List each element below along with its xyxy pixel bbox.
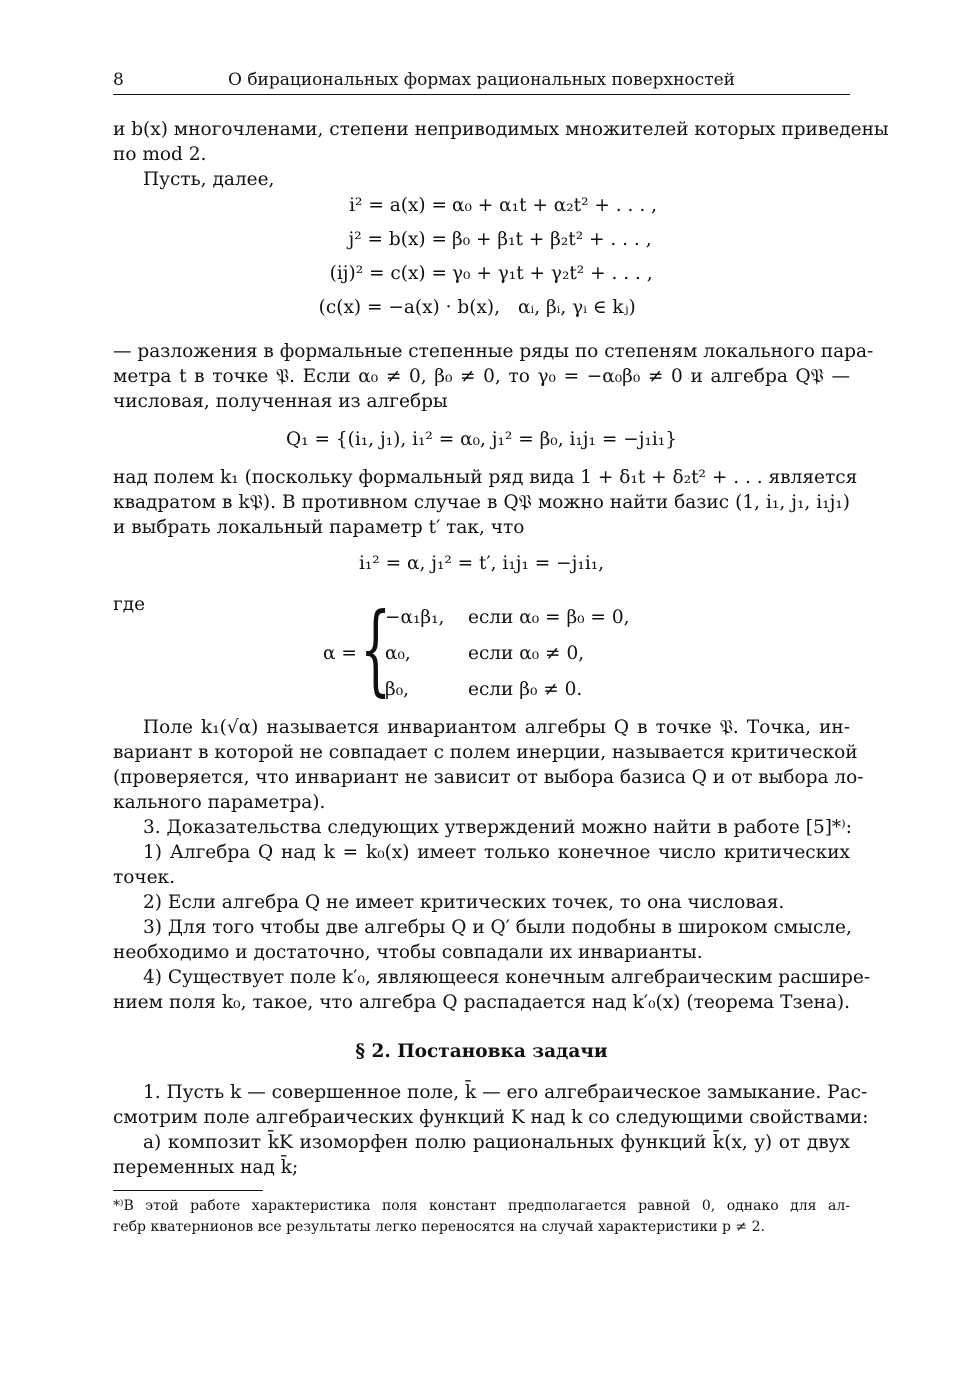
case-value: β₀, — [385, 679, 409, 700]
equation-rhs: αᵢ, βᵢ, γᵢ ∈ kⱼ) — [518, 297, 636, 318]
text-line: кального параметра). — [113, 792, 326, 813]
equation-rhs: γ₀ + γ₁t + γ₂t² + . . . , — [452, 263, 653, 284]
case-condition: если α₀ ≠ 0, — [468, 643, 585, 664]
running-header — [113, 70, 850, 95]
text-line: 1) Алгебра Q над k = k₀(x) имеет только конечное число критических — [143, 842, 850, 863]
footnote-rule — [113, 1190, 263, 1191]
text-line: 1. Пусть k — совершенное поле, k̄ — его алгебраическое замыкание. Рас- — [143, 1082, 868, 1103]
case-value: α₀, — [385, 643, 411, 664]
text-line: метра t в точке 𝔓. Если α₀ ≠ 0, β₀ ≠ 0, то γ₀ = −α₀β₀ ≠ 0 и алгебра Q𝔓 — — [113, 366, 850, 387]
equation-q1: Q₁ = {(i₁, j₁), i₁² = α₀, j₁² = β₀, i₁j₁ = −j₁i₁} — [286, 429, 677, 450]
case-condition: если α₀ = β₀ = 0, — [468, 607, 630, 628]
running-title: О бирациональных формах рациональных поверхностей — [227, 70, 735, 90]
text-line: по mod 2. — [113, 144, 207, 165]
text-line: — разложения в формальные степенные ряды по степеням локального пара- — [113, 341, 874, 362]
text-line: нием поля k₀, такое, что алгебра Q распадается над k′₀(x) (теорема Тзена). — [113, 992, 850, 1013]
text-line: 3. Доказательства следующих утверждений можно найти в работе [5]*⁾: — [143, 817, 852, 838]
footnote-line: гебр кватернионов все результаты легко переносятся на случай характеристики p ≠ 2. — [113, 1219, 765, 1235]
text-line: (проверяется, что инвариант не зависит от выбора базиса Q и от выбора ло- — [113, 767, 864, 788]
text-line: и b(x) многочленами, степени неприводимых множителей которых приведены — [113, 119, 889, 140]
text-line: необходимо и достаточно, чтобы совпадали их инварианты. — [113, 942, 703, 963]
footnote-line: *⁾В этой работе характеристика поля констант предполагается равной 0, однако для ал- — [113, 1198, 850, 1214]
where-label: где — [113, 594, 146, 615]
cases-brace: { — [360, 593, 392, 707]
equation-basis: i₁² = α, j₁² = t′, i₁j₁ = −j₁i₁, — [358, 553, 605, 574]
text-line: над полем k₁ (поскольку формальный ряд вида 1 + δ₁t + δ₂t² + . . . является — [113, 467, 858, 488]
case-condition: если β₀ ≠ 0. — [468, 679, 583, 700]
page-number: 8 — [113, 70, 124, 90]
text-line: 3) Для того чтобы две алгебры Q и Q′ были подобны в широком смысле, — [143, 917, 852, 938]
equation-rhs: β₀ + β₁t + β₂t² + . . . , — [452, 229, 652, 250]
equation-lhs: (ij)² = c(x) = — [329, 263, 447, 284]
text-line: вариант в которой не совпадает с полем инерции, называется критической — [113, 742, 858, 763]
text-line: Поле k₁(√α) называется инвариантом алгебры Q в точке 𝔓. Точка, ин- — [143, 717, 850, 738]
text-line: 2) Если алгебра Q не имеет критических точек, то она числовая. — [143, 892, 785, 913]
equation-lhs: j² = b(x) = — [348, 229, 447, 250]
text-line: переменных над k̄; — [113, 1157, 299, 1178]
text-line: а) композит k̄K изоморфен полю рациональных функций k̄(x, y) от двух — [143, 1132, 850, 1153]
cases-lhs: α = — [323, 643, 357, 664]
equation-rhs: α₀ + α₁t + α₂t² + . . . , — [452, 195, 657, 216]
text-line: квадратом в k𝔓). В противном случае в Q𝔓 можно найти базис (1, i₁, j₁, i₁j₁) — [113, 492, 850, 513]
equation-lhs: i² = a(x) = — [349, 195, 447, 216]
text-line: Пусть, далее, — [143, 169, 275, 190]
case-value: −α₁β₁, — [385, 607, 445, 628]
text-line: 4) Существует поле k′₀, являющееся конечным алгебраическим расшире- — [143, 967, 871, 988]
section-heading: § 2. Постановка задачи — [355, 1041, 608, 1062]
equation-lhs: (c(x) = −a(x) · b(x), — [318, 297, 500, 318]
text-line: и выбрать локальный параметр t′ так, что — [113, 517, 525, 538]
text-line: смотрим поле алгебраических функций K над k со следующими свойствами: — [113, 1107, 869, 1128]
text-line: числовая, полученная из алгебры — [113, 391, 448, 412]
text-line: точек. — [113, 867, 175, 888]
